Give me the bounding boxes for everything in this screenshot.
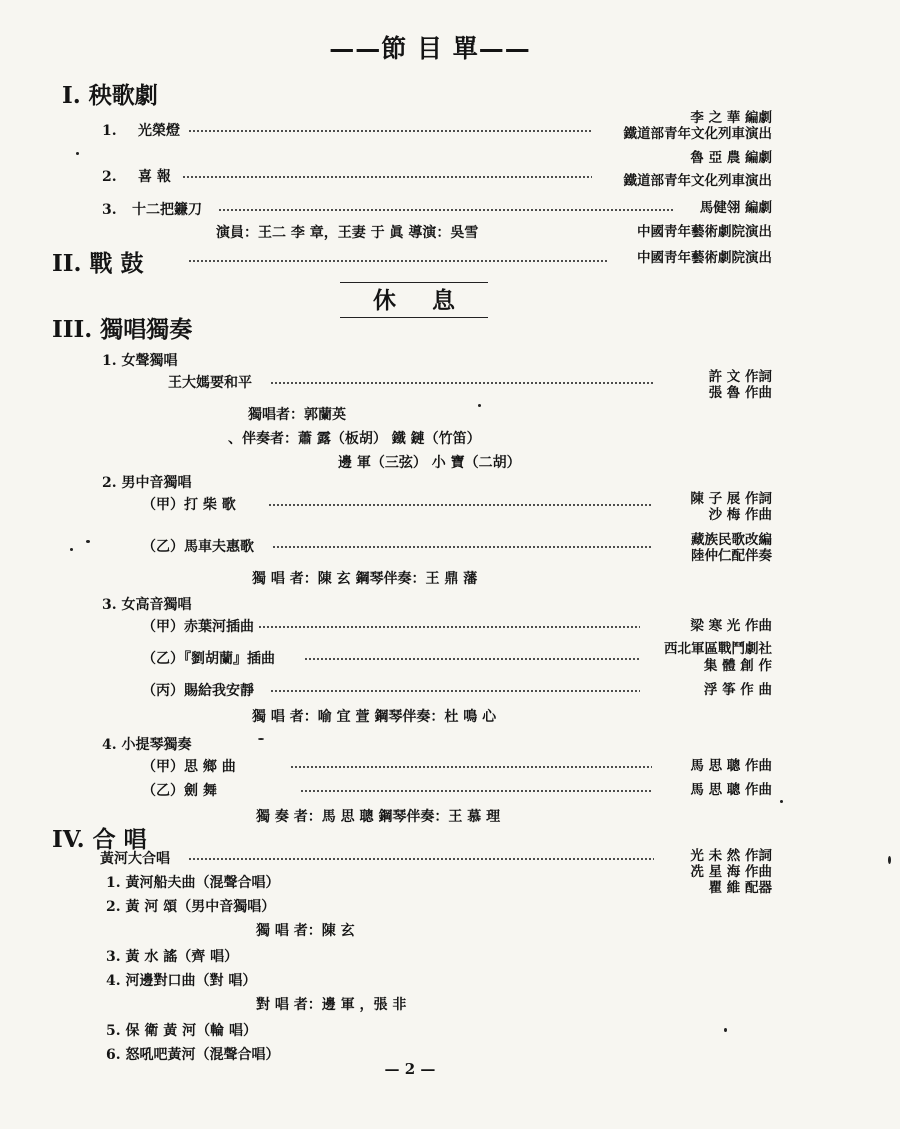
song-credit-2: 張 魯 作曲 xyxy=(708,385,772,401)
dot-leader xyxy=(258,626,640,628)
scan-speck xyxy=(888,856,891,864)
performer-line: 獨 奏 者：馬 思 聰 鋼琴伴奏：王 慕 理 xyxy=(256,809,501,825)
item-number: 2. xyxy=(102,169,117,185)
item-number: 3. xyxy=(102,202,117,218)
movement-item: 1. 黃河船夫曲（混聲合唱） xyxy=(106,875,280,891)
item-title: 光榮燈 xyxy=(138,123,180,139)
song-credit: 浮 筝 作 曲 xyxy=(703,682,772,698)
work-credit-2: 冼 星 海 作曲 xyxy=(690,864,772,880)
item-credit: 馬健翎 編劇 xyxy=(699,200,772,216)
movement-item: 3. 黃 水 謠（齊 唱） xyxy=(106,949,239,965)
song-credit: 藏族民歌改編 xyxy=(691,532,772,548)
subsection-heading: 1. 女聲獨唱 xyxy=(102,353,178,369)
dot-leader xyxy=(270,690,640,692)
section-3-heading: III. 獨唱獨奏 xyxy=(52,316,193,343)
subsection-heading: 2. 男中音獨唱 xyxy=(102,475,192,491)
subsection-heading: 3. 女高音獨唱 xyxy=(102,597,192,613)
song-credit: 馬 思 聰 作曲 xyxy=(690,782,772,798)
song-title: （乙）劍 舞 xyxy=(142,783,217,799)
song-credit-2: 沙 梅 作曲 xyxy=(708,507,772,523)
work-credit-3: 瞿 維 配器 xyxy=(708,880,772,896)
section-4-heading: IV. 合 唱 xyxy=(52,826,147,853)
song-credit: 西北軍區戰鬥劇社 xyxy=(664,641,772,657)
movement-item: 2. 黃 河 頌（男中音獨唱） xyxy=(106,899,276,915)
item-credit-2: 鐵道部青年文化列車演出 xyxy=(623,126,772,142)
movement-item: 5. 保 衛 黃 河（輪 唱） xyxy=(106,1023,257,1039)
dot-leader xyxy=(272,546,652,548)
dot-leader xyxy=(188,130,592,132)
section-1-heading: I. 秧歌劇 xyxy=(62,82,158,109)
dot-leader xyxy=(300,790,652,792)
song-credit: 馬 思 聰 作曲 xyxy=(690,758,772,774)
movement-item: 6. 怒吼吧黃河（混聲合唱） xyxy=(106,1047,280,1063)
movement-item: 4. 河邊對口曲（對 唱） xyxy=(106,973,257,989)
cast-line: 演員：王二 李 章，王妻 于 眞 導演：吳雪 xyxy=(216,225,479,241)
dot-leader xyxy=(188,260,608,262)
dot-leader xyxy=(188,858,654,860)
performer-line: 獨 唱 者：陳 玄 xyxy=(256,923,355,939)
scan-speck xyxy=(76,152,79,155)
song-title: （甲）打 柴 歌 xyxy=(142,497,236,513)
scan-speck xyxy=(478,404,481,407)
performer-line: 獨 唱 者：陳 玄 鋼琴伴奏：王 鼎 藩 xyxy=(252,571,478,587)
performer-line: 獨唱者：郭蘭英 xyxy=(248,407,346,423)
scan-speck xyxy=(780,800,783,803)
page-number: — 2 — xyxy=(384,1060,436,1078)
item-credit-2: 鐵道部青年文化列車演出 xyxy=(623,173,772,189)
performer-line: 獨 唱 者：喻 宜 萱 鋼琴伴奏：杜 鳴 心 xyxy=(252,709,497,725)
subsection-heading: 4. 小提琴獨奏 xyxy=(102,737,192,753)
item-credit: 魯 亞 農 編劇 xyxy=(690,150,772,166)
song-credit-2: 陸仲仁配伴奏 xyxy=(691,548,772,564)
dot-leader xyxy=(268,504,652,506)
dot-leader xyxy=(270,382,654,384)
item-credit: 李 之 華 編劇 xyxy=(690,110,772,126)
song-credit: 許 文 作詞 xyxy=(708,369,772,385)
song-credit: 陳 子 展 作詞 xyxy=(690,491,772,507)
accompanist-line: 、伴奏者：蕭 露（板胡） 鐵 鏈（竹笛） xyxy=(228,431,481,447)
item-title: 喜 報 xyxy=(138,169,171,185)
page-title: ——節 目 單—— xyxy=(329,34,531,63)
item-number: 1. xyxy=(102,123,117,139)
work-title: 黃河大合唱 xyxy=(100,851,170,867)
cast-credit: 中國靑年藝術劇院演出 xyxy=(637,224,772,240)
performer-line: 對 唱 者：邊 軍 ，張 非 xyxy=(256,997,407,1013)
song-title: （甲）思 鄉 曲 xyxy=(142,759,236,775)
scan-speck xyxy=(724,1028,727,1032)
scan-speck xyxy=(258,738,264,740)
scan-speck xyxy=(86,540,90,543)
work-credit: 光 未 然 作詞 xyxy=(690,848,772,864)
intermission-banner: 休 息 xyxy=(340,282,488,318)
song-title: （丙）賜給我安靜 xyxy=(142,683,254,699)
song-title: 王大媽要和平 xyxy=(168,375,252,391)
dot-leader xyxy=(182,176,592,178)
song-title: （乙）『劉胡蘭』插曲 xyxy=(142,651,275,667)
dot-leader xyxy=(290,766,652,768)
accompanist-line-2: 邊 軍（三弦） 小 寶（二胡） xyxy=(338,455,521,471)
item-title: 十二把鐮刀 xyxy=(132,202,202,218)
song-title: （乙）馬車夫惠歌 xyxy=(142,539,254,555)
section-2-heading: II. 戰 鼓 xyxy=(52,250,144,277)
dot-leader xyxy=(218,209,674,211)
song-credit: 梁 寒 光 作曲 xyxy=(690,618,772,634)
song-title: （甲）赤葉河插曲 xyxy=(142,619,254,635)
section-2-credit: 中國靑年藝術劇院演出 xyxy=(637,250,772,266)
dot-leader xyxy=(304,658,640,660)
scan-speck xyxy=(70,548,73,551)
song-credit-2: 集 體 創 作 xyxy=(703,658,772,674)
